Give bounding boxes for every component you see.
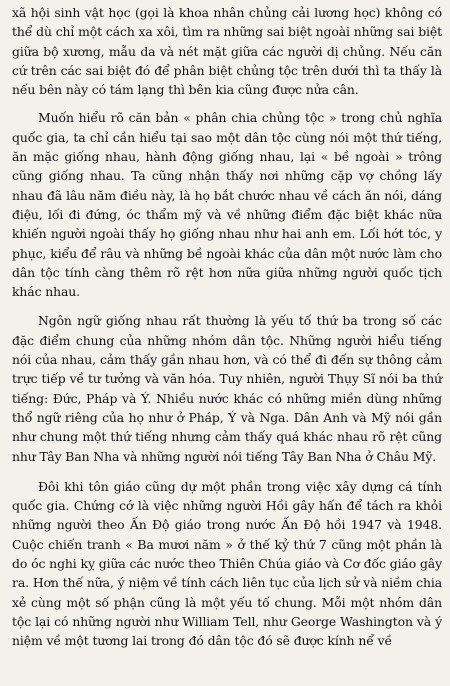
paragraph-3: Ngôn ngữ giống nhau rất thường là yếu tố thứ ba trong số các đặc điểm chung của những nhóm dân tộc. Những người hiểu tiếng nói của nhau, cảm thấy gần nhau hơn, và có thể đi đến sự thông cảm trực tiếp về tư tưởng và văn hóa. Tuy nhiên, người Thụy Sĩ nói ba thứ tiếng: Đức, Pháp và Ý. Nhiều nước khác có những miền dùng những thổ ngữ riêng của họ như ở Pháp, Ý và Nga. Dân Anh và Mỹ nói gần như chung một thứ tiếng nhưng cảm thấy quá khác nhau rõ rệt cũng như Tây Ban Nha và những người nói tiếng Tây Ban Nha ở Châu Mỹ. (12, 313, 442, 464)
paragraph-4: Đôi khi tôn giáo cũng dự một phần trong việc xây dựng cá tính quốc gia. Chứng cớ là việc những người Hồi gây hấn để tách ra khỏi những người theo Ấn Độ giáo trong nước Ấn Độ hồi 1947 và 1948. Cuộc chiến tranh « Ba mươi năm » ở thế kỷ thứ 7 cũng một phần là do óc nghi kỵ giữa các nước theo Thiên Chúa giáo và Cơ đốc giáo gây ra. Hơn thế nữa, ý niệm về tính cách liên tục của lịch sử và niềm chia xẻ cùng một số phận cũng là một yếu tố chung. Mỗi một nhóm dân tộc lại có những người như William Tell, như George Washington và ý niệm về một tương lai trong đó dân tộc đó sẽ được kính nể về (12, 478, 442, 649)
paragraph-2: Muốn hiểu rõ căn bản « phân chia chủng tộc » trong chủ nghĩa quốc gia, ta chỉ cần hiểu tại sao một dân tộc cùng nói một thứ tiếng, ăn mặc giống nhau, hành động giống nhau, lại « bề ngoài » trông cũng giống nhau. Ta cũng nhận thấy nơi những cặp vợ chồng lấy nhau đã lâu năm điều này, là họ bắt chước nhau về cách ăn nói, dáng điệu, lối đi đứng, óc thẩm mỹ và về những điểm đặc biệt khác nữa khiến người ngoài thấy họ giống nhau như hai anh em. Lối hớt tóc, y phục, kiểu để râu và những bề ngoài khác của dân một nước làm cho dân tộc tính càng thêm rõ rệt hơn nữa giữa những người quốc tịch khác nhau. (12, 110, 442, 300)
paragraph-1: xã hội sinh vật học (gọi là khoa nhân chủng cải lương học) không có thể dù chỉ một cách xa xôi, tìm ra những sai biệt ngoài những sai biệt giữa bộ xương, mẫu da và nét mặt giữa các người dị chủng. Nếu căn cứ trên các sai biệt đó để phân biệt chủng tộc trên dưới thì ta thấy là nếu bên này có tám lạng thì bên kia cũng được nửa cân. (12, 5, 442, 98)
